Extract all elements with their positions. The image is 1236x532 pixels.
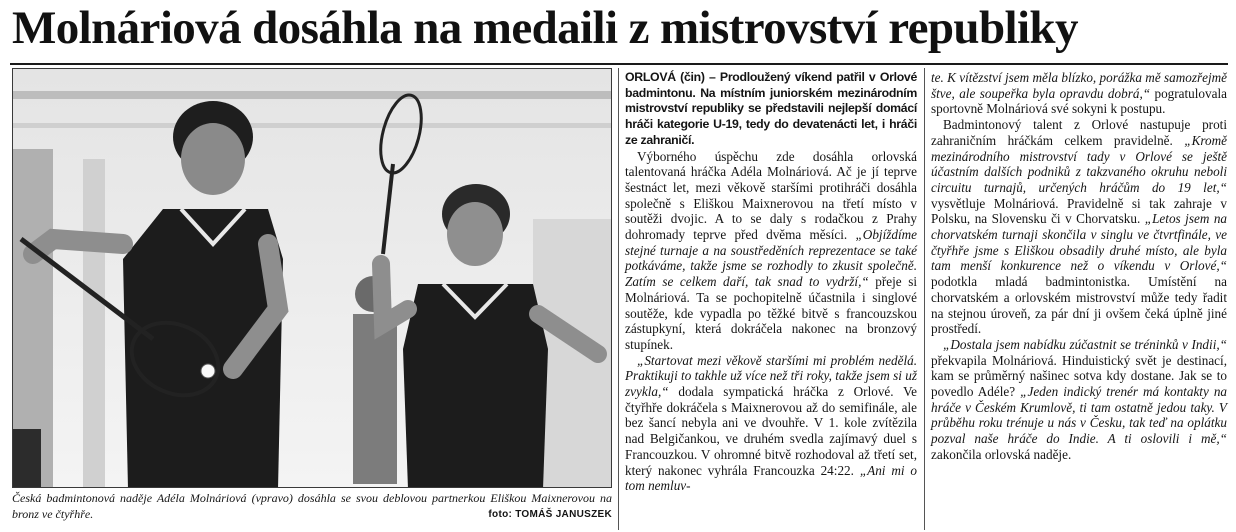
quote: te. K vítězství jsem měla blízko, porážka mě samozřejmě štve, ale soupeřka byla opravdu dobrá,“ — [931, 70, 1227, 101]
text-run: vysvětluje Molnáriová. Pravidelně si tak zahraje v Polsku, na Slovensku či v Chorvatsku. — [931, 195, 1227, 227]
photo-credit: foto: TOMÁŠ JANUSZEK — [488, 509, 612, 520]
headline-rule — [10, 63, 1228, 65]
article-column-1 — [625, 70, 917, 494]
text-run: překvapila Molnáriová. Hinduistický svět je destinací, kam se průměrný našinec sotva kdy dostane. Jak se to povedlo Adéle? — [931, 352, 1227, 400]
lead-dateline: ORLOVÁ (čin) – — [625, 70, 716, 84]
text-run: dodala sympatická hráčka z Orlové. Ve čtyřhře dokráčela s Maixnerovou až do semifinále, ale bez šancí nebyla ani ve dvouhře. V 1. kole zvítězila nad Belgičankou, ve druhém svedla zajímavý duel s Francouzkou. V ohromné bitvě rozhodoval až třetí set, který nakonec vyhrála Francouzka 24:22. — [625, 384, 918, 478]
quote: „Dostala jsem nabídku zúčastnit se tréninků v Indii,“ — [943, 336, 1227, 352]
text-run: pogratulovala sportovně Molnáriová své sokyni k postupu. — [931, 85, 1227, 117]
paragraph — [931, 70, 1227, 117]
photo-caption — [12, 490, 612, 530]
quote: „Kromě mezinárodního mistrovství tady v Orlové se ještě účastním dalších podniků z takzvaného okruhu neboli circuitu turnajů, určených hráčům do 19 let,“ — [931, 132, 1228, 195]
quote: „Letos jsem na chorvatském turnaji skončila v singlu ve čtvrtfinále, ve čtyřhře jsme s Eliškou obsadily druhé místo, ale byla tam menší konkurence než o víkendu v Orlové,“ — [931, 211, 1228, 274]
quote: „Startovat mezi věkově staršími mi problém nedělá. Praktikuji to takhle už více než tři roky, takže jsem si už zvykla,“ — [625, 352, 917, 400]
photo-caption-text: Česká badmintonová naděje Adéla Molnáriová (vpravo) dosáhla se svou deblovou partnerkou Eliškou Maixnerovou na bronz ve čtyřhře. — [12, 491, 612, 521]
column-divider-1 — [618, 68, 619, 530]
article-column-2 — [931, 70, 1227, 463]
article-photo — [12, 68, 612, 488]
paragraph — [931, 117, 1227, 337]
quote: „Ani mi o tom nemluv- — [625, 462, 917, 494]
text-run: podotkla mladá badmintonistka. Umístění na chorvatském a orlovském mistrovství může tedy řadit na stejnou úroveň, za pár dní ji ovšem čeká úplně jiné prostředí. — [931, 274, 1227, 337]
text-run: přeje si Molnáriová. Ta se pochopitelně účastnila i singlové soutěže, kde vypadla po těžké bitvě s francouzskou zástupkyní, která dokráčela nakonec na bronzový stupínek. — [625, 274, 917, 352]
text-run: Výborného úspěchu zde dosáhla orlovská talentovaná hráčka Adéla Molnáriová. Ač je jí teprve šestnáct let, mezi věkově staršími protihráči dosáhla společně s Eliškou Maixnerovou na třetí místo v soutěži dvojic. A to se daly s rodačkou z Prahy dohromady teprve před dvěma měsíci. — [625, 148, 917, 243]
text-run: Badmintonový talent z Orlové nastupuje proti zahraničním hráčkám celkem pravidelně. — [931, 117, 1227, 148]
text-run: zakončila orlovská naděje. — [931, 446, 1072, 462]
column-divider-2 — [924, 68, 925, 530]
headline: Molnáriová dosáhla na medaili z mistrovství republiky — [12, 2, 1078, 54]
badminton-players-image — [13, 69, 612, 488]
paragraph — [931, 337, 1227, 463]
quote: „Objíždíme stejné turnaje a na soustředěních reprezentace se také potkáváme, takže jsme se rozhodly to zkusit společně. Zatím se celkem daří, tak snad to vydrží,“ — [625, 227, 918, 290]
quote: „Jeden indický trenér má kontakty na hráče v Českém Krumlově, ti tam ostatně jedou taky. V průběhu roku trénuje u nás v Česku, tak teď na oplátku pozval naše hráče do Indie. A ti oslovili i mě,“ — [931, 384, 1228, 447]
lead-text: Prodloužený víkend patřil v Orlové badmintonu. Na místním juniorském mezinárodním mistrovství republiky se představili nejlepší domácí hráči kategorie U-19, tedy do devatenácti let, i hráči ze zahraničí. — [625, 70, 917, 147]
article-lead — [625, 70, 917, 149]
paragraph — [625, 149, 917, 353]
paragraph — [625, 353, 917, 494]
